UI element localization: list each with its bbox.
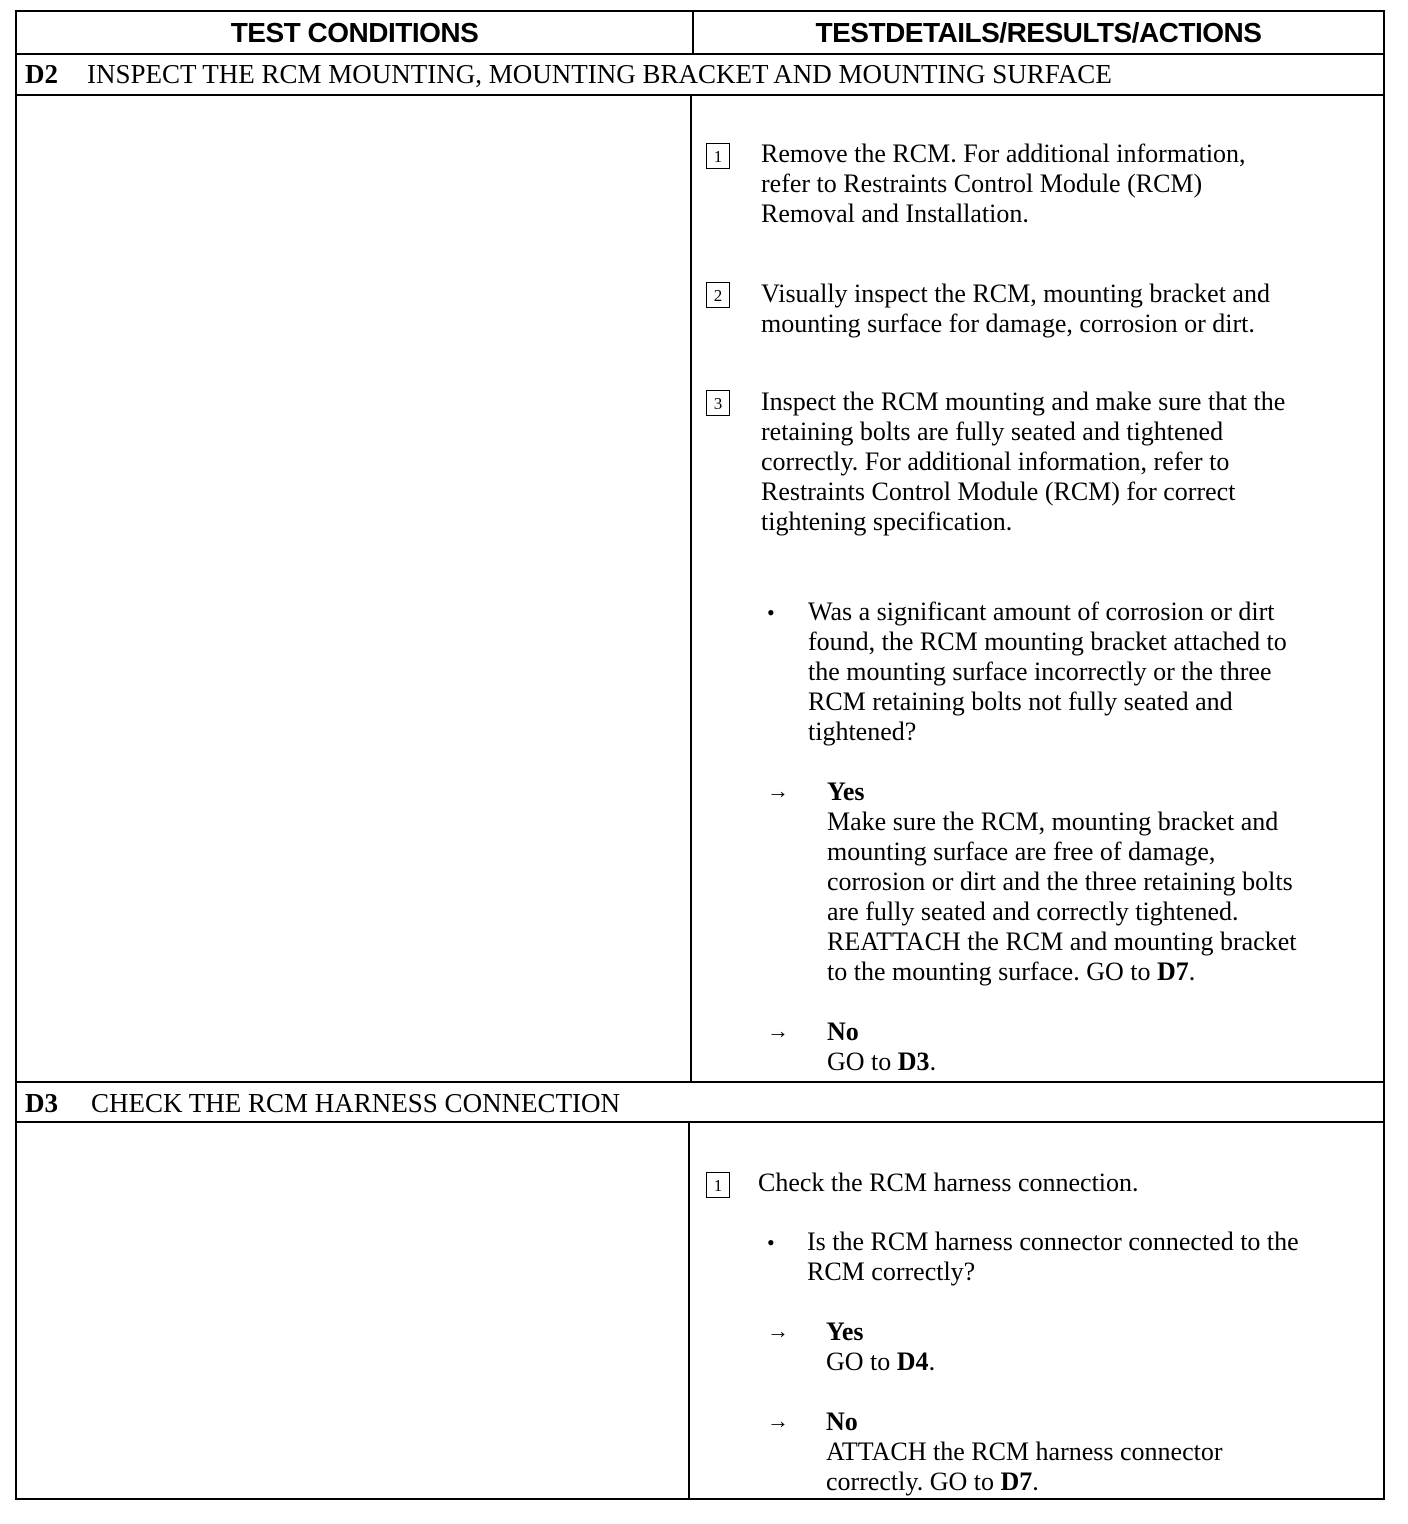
bullet-icon: • <box>767 600 775 625</box>
yes-result: Yes Make sure the RCM, mounting bracket and mounting surface are free of damage, corrosion or dirt and the three retaining bolts are fully seated and correctly tightened. REATTACH the RCM and mounting bracket to the mounting surface. GO to D7. <box>827 777 1297 986</box>
section-title: CHECK THE RCM HARNESS CONNECTION <box>91 1088 621 1118</box>
step-number-box: 1 <box>706 1172 730 1198</box>
section-d3-title <box>25 1088 620 1119</box>
step-text: Remove the RCM. For additional information, refer to Restraints Control Module (RCM) Removal and Installation. <box>761 139 1246 228</box>
header-test-details: TESTDETAILS/RESULTS/ACTIONS <box>815 17 1262 48</box>
step-number-box: 1 <box>706 143 730 169</box>
section-code: D3 <box>25 1088 58 1118</box>
arrow-icon: → <box>767 1018 789 1043</box>
section-code: D2 <box>25 59 58 89</box>
column-divider <box>690 96 692 1082</box>
arrow-icon: → <box>767 1408 789 1433</box>
column-divider <box>688 1123 690 1500</box>
question-text: Is the RCM harness connector connected to the RCM correctly? <box>807 1227 1299 1286</box>
divider <box>17 94 1383 96</box>
bullet-icon: • <box>767 1230 775 1255</box>
arrow-icon: → <box>767 1318 789 1343</box>
no-result: No GO to D3. <box>827 1017 937 1076</box>
divider <box>17 1081 1383 1083</box>
arrow-icon: → <box>767 778 789 803</box>
yes-result: Yes GO to D4. <box>826 1317 936 1376</box>
step-text: Visually inspect the RCM, mounting bracket and mounting surface for damage, corrosion or dirt. <box>761 279 1270 338</box>
header-divider <box>692 12 694 53</box>
table-header <box>17 12 1383 55</box>
step-text: Check the RCM harness connection. <box>758 1168 1139 1197</box>
section-title: INSPECT THE RCM MOUNTING, MOUNTING BRACKET AND MOUNTING SURFACE <box>87 59 1112 89</box>
step-number-box: 3 <box>706 390 730 416</box>
no-result: No ATTACH the RCM harness connector correctly. GO to D7. <box>826 1407 1223 1496</box>
question-text: Was a significant amount of corrosion or dirt found, the RCM mounting bracket attached to the mounting surface incorrectly or the three RCM retaining bolts not fully seated and tightened? <box>808 597 1287 746</box>
diagnostic-table <box>15 10 1385 1500</box>
step-number-box: 2 <box>706 282 730 308</box>
step-text: Inspect the RCM mounting and make sure that the retaining bolts are fully seated and tightened correctly. For additional information, refer to Restraints Control Module (RCM) for correct tightening specification. <box>761 387 1286 536</box>
header-test-conditions: TEST CONDITIONS <box>230 17 479 48</box>
divider <box>17 1121 1383 1123</box>
section-d2-title <box>25 59 1112 90</box>
